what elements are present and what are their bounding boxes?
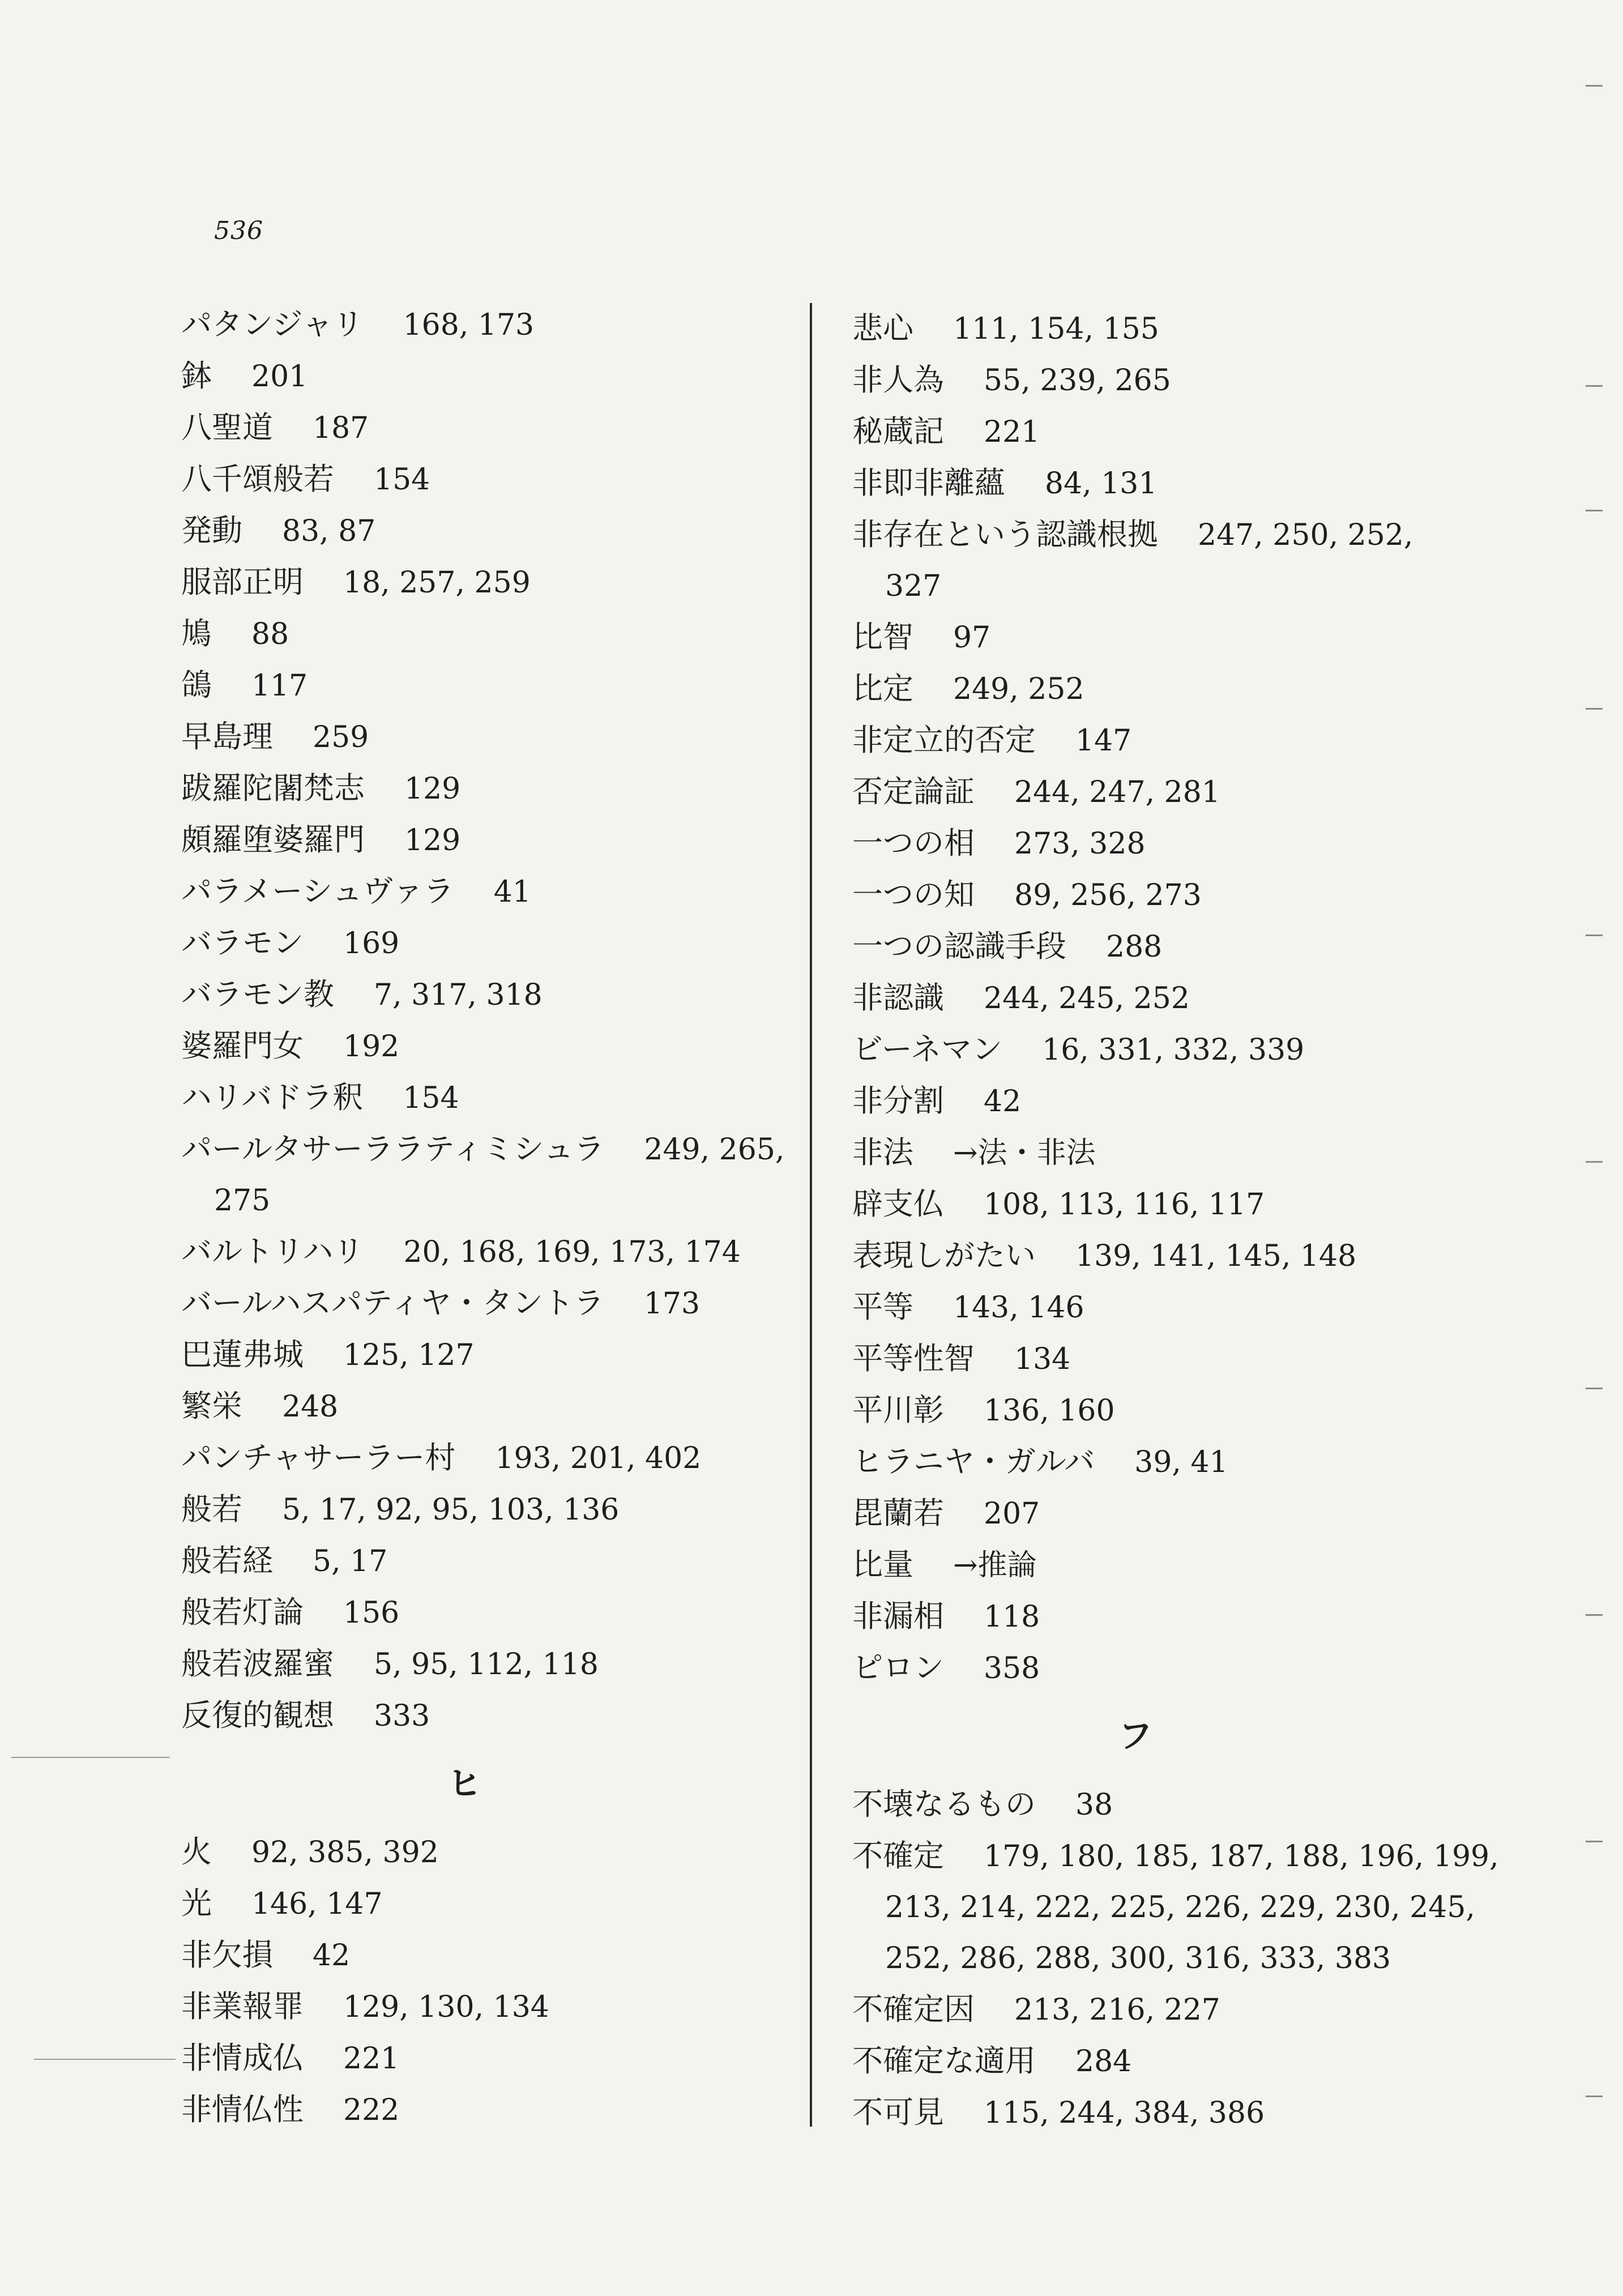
index-entry: [181, 1329, 810, 1381]
index-pages: 84, 131: [1045, 467, 1158, 501]
index-pages: 97: [953, 621, 991, 655]
index-pages: 20, 168, 169, 173, 174: [403, 1235, 741, 1269]
index-entry: [181, 1930, 810, 1981]
index-pages: 247, 250, 252,: [1198, 518, 1413, 552]
index-entry: [181, 1226, 810, 1278]
index-entry: [852, 818, 1498, 869]
margin-mark: [1586, 510, 1603, 511]
index-term: パラメーシュヴァラ: [181, 873, 454, 909]
index-entry: [181, 1826, 810, 1878]
index-pages: 187: [313, 411, 369, 445]
index-entry: [181, 1021, 810, 1072]
index-pages: 115, 244, 384, 386: [984, 2096, 1265, 2130]
index-pages: 41: [493, 875, 531, 909]
index-pages: 18, 257, 259: [343, 566, 531, 600]
index-entry: [852, 1385, 1498, 1436]
index-pages: 249, 265,: [644, 1133, 785, 1167]
index-pages: 222: [343, 2093, 400, 2127]
margin-mark: [1586, 85, 1603, 87]
index-pages: 42: [984, 1085, 1022, 1119]
scan-artifact-line: [11, 1757, 170, 1758]
index-entry: [852, 1282, 1498, 1333]
index-pages: 139, 141, 145, 148: [1075, 1239, 1357, 1273]
index-term: バールハスパティヤ・タントラ: [181, 1285, 604, 1321]
margin-mark: [1586, 1161, 1603, 1163]
scan-artifact-line: [34, 2059, 176, 2060]
index-pages: 179, 180, 185, 187, 188, 196, 199,: [984, 1840, 1499, 1873]
index-entry: [181, 1981, 810, 2033]
index-term: 婆羅門女: [181, 1028, 304, 1064]
index-term: 頗羅堕婆羅門: [181, 822, 365, 857]
index-entry: [852, 406, 1498, 458]
index-term: バラモン: [181, 925, 304, 961]
index-term: 般若波羅蜜: [181, 1646, 334, 1682]
index-entry: [181, 866, 810, 917]
index-term: 非分割: [852, 1083, 944, 1119]
index-term: 非即非離蘊: [852, 465, 1005, 501]
index-entry: [852, 869, 1498, 921]
margin-mark: [1586, 1388, 1603, 1389]
index-pages: 213, 216, 227: [1014, 1993, 1220, 2027]
index-pages: 146, 147: [251, 1887, 383, 1921]
index-pages: 111, 154, 155: [953, 312, 1159, 346]
index-entry: [852, 1539, 1498, 1591]
index-term: 非漏相: [852, 1598, 944, 1634]
index-pages: 108, 113, 116, 117: [984, 1188, 1265, 1222]
index-term: 平等性智: [852, 1341, 975, 1376]
index-term: 一つの認識手段: [852, 928, 1066, 964]
index-entry: [852, 1591, 1498, 1642]
index-term: 鳩: [181, 616, 212, 651]
index-term: 般若経: [181, 1543, 273, 1578]
index-entry: [181, 660, 810, 711]
index-pages: 259: [313, 720, 369, 754]
index-pages: 284: [1075, 2045, 1132, 2079]
index-pages: 89, 256, 273: [1014, 878, 1202, 912]
index-term: 毘蘭若: [852, 1495, 944, 1531]
column-divider: [810, 303, 812, 2127]
index-term: 辟支仏: [852, 1186, 944, 1222]
margin-mark: [1586, 1614, 1603, 1616]
index-term: 般若: [181, 1491, 242, 1527]
index-pages: 5, 95, 112, 118: [374, 1648, 599, 1682]
index-entry: [181, 402, 810, 454]
index-pages: 7, 317, 318: [374, 978, 543, 1012]
index-pages: →法・非法: [953, 1136, 1096, 1170]
page-number: 536: [214, 216, 263, 245]
index-pages: 249, 252: [953, 672, 1084, 706]
index-pages: 5, 17: [313, 1544, 388, 1578]
index-pages-continued: 213, 214, 222, 225, 226, 229, 230, 245,: [885, 1890, 1475, 1924]
index-entry: [181, 608, 810, 660]
index-pages: 207: [984, 1497, 1040, 1531]
index-pages: 39, 41: [1134, 1445, 1228, 1479]
index-term: 光: [181, 1885, 212, 1921]
section-heading: ヒ: [447, 1764, 481, 1804]
index-term: 否定論証: [852, 774, 975, 809]
index-pages: 192: [343, 1030, 400, 1064]
index-entry: [181, 351, 810, 402]
index-term: 非法: [852, 1134, 913, 1170]
index-pages: 42: [313, 1939, 351, 1973]
index-term: 不確定: [852, 1838, 944, 1873]
margin-mark: [1586, 385, 1603, 387]
index-pages-continued: 327: [885, 569, 942, 603]
margin-mark: [1586, 934, 1603, 936]
index-pages: 38: [1075, 1788, 1113, 1822]
index-entry: [181, 1484, 810, 1535]
index-pages: 88: [251, 617, 289, 651]
index-entry: [852, 972, 1498, 1024]
index-term: 秘蔵記: [852, 413, 944, 449]
index-term: 非欠損: [181, 1937, 273, 1973]
margin-mark: [1586, 708, 1603, 710]
index-term: 服部正明: [181, 564, 304, 600]
index-entry: [852, 1830, 1498, 1984]
index-pages: 358: [984, 1651, 1040, 1685]
index-entry: [852, 1984, 1498, 2035]
index-entry: [852, 715, 1498, 766]
index-pages: 248: [282, 1390, 339, 1424]
index-pages: 117: [251, 669, 308, 703]
index-term: 不可見: [852, 2094, 944, 2130]
index-term: ピロン: [852, 1650, 944, 1685]
index-pages: 333: [374, 1699, 430, 1733]
index-pages: 125, 127: [343, 1338, 475, 1372]
index-entry: [181, 763, 810, 814]
index-pages: 118: [984, 1600, 1040, 1634]
index-term: 不確定な適用: [852, 2043, 1036, 2079]
index-term: 巴蓮弗城: [181, 1337, 304, 1372]
index-term: ヒラニヤ・ガルバ: [852, 1444, 1095, 1479]
index-entry: [181, 969, 810, 1021]
index-pages: 143, 146: [953, 1291, 1084, 1325]
index-entry: [852, 663, 1498, 715]
index-pages: 154: [403, 1081, 459, 1115]
index-pages: 129: [404, 823, 461, 857]
index-entry: [852, 1230, 1498, 1282]
index-entry: [852, 2035, 1498, 2087]
index-entry: [181, 1690, 810, 1742]
index-term: 火: [181, 1834, 212, 1870]
index-pages: 134: [1014, 1342, 1071, 1376]
index-entry: [181, 1432, 810, 1484]
index-term: ハリバドラ釈: [181, 1079, 364, 1115]
index-entry: [181, 1072, 810, 1124]
margin-mark: [1586, 1841, 1603, 1842]
index-pages: 129: [404, 772, 461, 806]
index-entry: [181, 1124, 810, 1226]
index-term: 一つの相: [852, 825, 975, 861]
index-pages: 16, 331, 332, 339: [1042, 1033, 1305, 1067]
index-term: 非人為: [852, 362, 944, 398]
index-term: バルトリハリ: [181, 1234, 364, 1269]
index-pages: 92, 385, 392: [251, 1836, 439, 1870]
index-term: 般若灯論: [181, 1594, 304, 1630]
index-term: 跋羅陀闍梵志: [181, 770, 365, 806]
index-entry: [852, 1642, 1498, 1694]
index-term: パンチャサーラー村: [181, 1440, 456, 1475]
index-entry: [181, 1878, 810, 1930]
index-entry: [181, 917, 810, 969]
index-entry: [181, 711, 810, 763]
index-term: 鉢: [181, 358, 212, 394]
index-pages: 55, 239, 265: [984, 364, 1171, 398]
index-pages: 83, 87: [282, 514, 376, 548]
index-pages: 244, 245, 252: [984, 981, 1190, 1015]
index-entry: [852, 1179, 1498, 1230]
index-entry: [181, 299, 810, 351]
section-heading: フ: [1118, 1717, 1152, 1756]
index-entry: [181, 454, 810, 505]
index-entry: [852, 1024, 1498, 1076]
index-entry: [181, 2084, 810, 2136]
index-term: 一つの知: [852, 877, 975, 912]
index-term: 八聖道: [181, 409, 273, 445]
index-entry: [852, 303, 1498, 355]
index-column-right: [852, 303, 1498, 2139]
index-term: 比定: [852, 671, 913, 706]
index-term: 非情仏性: [181, 2092, 304, 2127]
index-pages: 129, 130, 134: [343, 1990, 549, 2024]
index-pages: 173: [643, 1287, 701, 1321]
index-term: 悲心: [852, 310, 913, 346]
index-entry: [852, 509, 1498, 612]
index-pages: 168, 173: [403, 308, 535, 342]
index-term: 不確定因: [852, 1991, 975, 2027]
index-entry: [852, 1779, 1498, 1830]
index-entry: [852, 1333, 1498, 1385]
index-entry: [852, 766, 1498, 818]
index-entry: [852, 458, 1498, 509]
index-entry: [181, 2033, 810, 2084]
index-pages: 5, 17, 92, 95, 103, 136: [282, 1493, 620, 1527]
index-entry: [852, 612, 1498, 663]
index-column-left: [181, 299, 810, 2136]
index-entry: [181, 1381, 810, 1432]
index-term: 平川彰: [852, 1392, 944, 1428]
index-term: 非存在という認識根拠: [852, 517, 1158, 552]
index-entry: [181, 1278, 810, 1329]
index-pages: 244, 247, 281: [1014, 775, 1220, 809]
index-term: 表現しがたい: [852, 1237, 1036, 1273]
index-term: 早島理: [181, 719, 273, 754]
index-entry: [852, 2087, 1498, 2139]
index-pages: 147: [1075, 724, 1132, 758]
index-pages: 221: [343, 2042, 400, 2076]
index-pages: 201: [251, 360, 308, 394]
index-term: 繁栄: [181, 1388, 242, 1424]
index-entry: [852, 1436, 1498, 1488]
index-pages: →推論: [953, 1548, 1037, 1582]
index-term: 八千頌般若: [181, 461, 334, 497]
index-pages: 288: [1106, 930, 1163, 964]
index-pages: 156: [343, 1596, 400, 1630]
index-term: 非認識: [852, 980, 944, 1015]
index-term: 平等: [852, 1289, 913, 1325]
index-term: 発動: [181, 513, 242, 548]
index-entry: [181, 1638, 810, 1690]
index-entry: [852, 921, 1498, 972]
index-pages: 193, 201, 402: [495, 1441, 702, 1475]
index-term: 比量: [852, 1547, 913, 1582]
index-pages: 136, 160: [984, 1394, 1115, 1428]
index-term: 比智: [852, 619, 913, 655]
index-pages-continued: 252, 286, 288, 300, 316, 333, 383: [885, 1941, 1391, 1975]
index-term: パールタサーララティミシュラ: [181, 1131, 605, 1167]
index-entry: [852, 355, 1498, 406]
index-term: パタンジャリ: [181, 306, 364, 342]
index-entry: [852, 1127, 1498, 1179]
index-entry: [181, 814, 810, 866]
index-pages: 221: [984, 415, 1040, 449]
index-term: ビーネマン: [852, 1031, 1003, 1067]
index-entry: [181, 505, 810, 557]
index-term: バラモン教: [181, 976, 334, 1012]
index-entry: [181, 557, 810, 608]
index-term: 反復的観想: [181, 1697, 334, 1733]
index-entry: [852, 1488, 1498, 1539]
index-pages: 169: [343, 927, 400, 961]
margin-mark: [1586, 2096, 1603, 2097]
index-entry: [181, 1535, 810, 1587]
index-term: 非情成仏: [181, 2040, 304, 2076]
index-term: 非定立的否定: [852, 722, 1036, 758]
index-entry: [181, 1587, 810, 1638]
index-term: 不壊なるもの: [852, 1786, 1036, 1822]
index-term: 非業報罪: [181, 1988, 304, 2024]
index-pages: 273, 328: [1014, 827, 1146, 861]
index-entry: [852, 1076, 1498, 1127]
index-term: 鴿: [181, 667, 212, 703]
index-pages: 154: [374, 463, 430, 497]
index-pages-continued: 275: [214, 1184, 271, 1218]
